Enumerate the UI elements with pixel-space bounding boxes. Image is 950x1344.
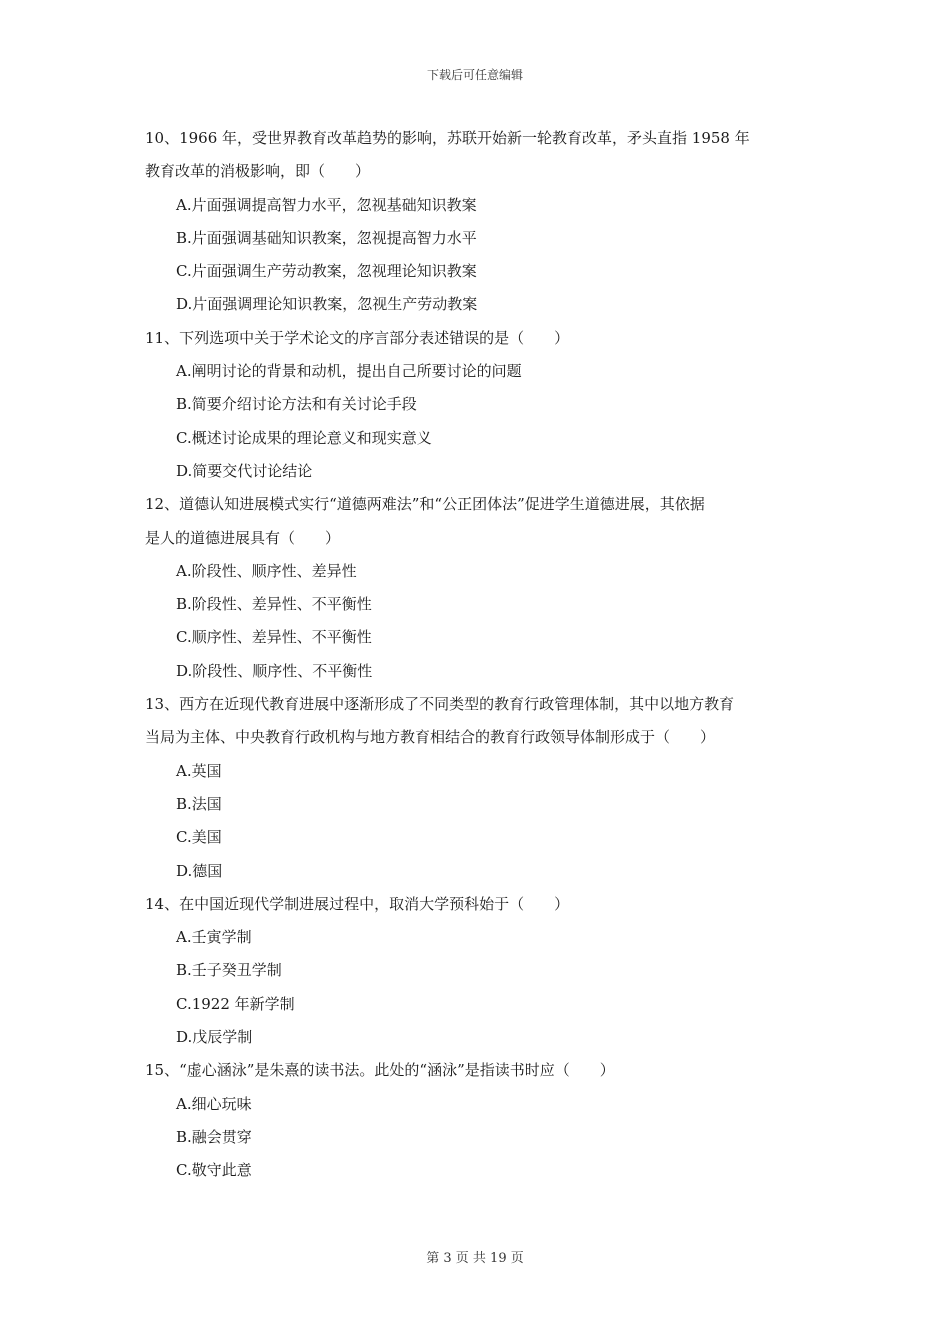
question-stem: 12、道德认知进展模式实行“道德两难法”和“公正团体法”促进学生道德进展，其依据 <box>145 495 705 514</box>
answer-option: D.片面强调理论知识教案，忽视生产劳动教案 <box>176 295 478 314</box>
answer-option: A.细心玩味 <box>176 1094 252 1113</box>
answer-option: B.简要介绍讨论方法和有关讨论手段 <box>176 395 417 414</box>
question-block <box>145 688 810 888</box>
page-header: 下载后可任意编辑 <box>426 68 523 82</box>
answer-option: B.阶段性、差异性、不平衡性 <box>176 595 372 614</box>
answer-option: A.英国 <box>176 761 222 780</box>
answer-option: D.简要交代讨论结论 <box>176 461 313 480</box>
question-stem: 14、在中国近现代学制进展过程中，取消大学预科始于（ ） <box>145 894 570 913</box>
answer-option: A.片面强调提高智力水平，忽视基础知识教案 <box>176 195 477 214</box>
answer-option: B.法国 <box>176 794 222 813</box>
answer-option: C.片面强调生产劳动教案，忽视理论知识教案 <box>176 262 477 281</box>
answer-option: A.壬寅学制 <box>176 928 252 947</box>
question-stem: 教育改革的消极影响，即（ ） <box>145 162 371 181</box>
question-block <box>145 1054 810 1187</box>
question-block <box>145 488 810 688</box>
question-stem: 当局为主体、中央教育行政机构与地方教育相结合的教育行政领导体制形成于（ ） <box>145 728 716 747</box>
question-list <box>145 122 810 1188</box>
answer-option: B.片面强调基础知识教案，忽视提高智力水平 <box>176 228 477 247</box>
question-stem: 15、“虚心涵泳”是朱熹的读书法。此处的“涵泳”是指读书时应（ ） <box>145 1061 615 1080</box>
answer-option: D.德国 <box>176 861 223 880</box>
answer-option: B.壬子癸丑学制 <box>176 961 282 980</box>
question-stem: 11、下列选项中关于学术论文的序言部分表述错误的是（ ） <box>145 328 570 347</box>
answer-option: C.概述讨论成果的理论意义和现实意义 <box>176 428 432 447</box>
answer-option: C.1922 年新学制 <box>176 994 295 1013</box>
answer-option: C.美国 <box>176 828 222 847</box>
answer-option: B.融会贯穿 <box>176 1127 252 1146</box>
question-stem: 是人的道德进展具有（ ） <box>145 528 341 547</box>
question-stem: 13、西方在近现代教育进展中逐渐形成了不同类型的教育行政管理体制，其中以地方教育 <box>145 695 735 714</box>
answer-option: D.阶段性、顺序性、不平衡性 <box>176 661 373 680</box>
answer-option: D.戊辰学制 <box>176 1028 253 1047</box>
question-block <box>145 888 810 1054</box>
answer-option: A.阐明讨论的背景和动机，提出自己所要讨论的问题 <box>176 362 522 381</box>
question-block <box>145 322 810 488</box>
page-footer: 第 3 页 共 19 页 <box>426 1251 524 1266</box>
answer-option: A.阶段性、顺序性、差异性 <box>176 561 357 580</box>
question-block <box>145 122 810 322</box>
answer-option: C.敬守此意 <box>176 1161 252 1180</box>
question-stem: 10、1966 年，受世界教育改革趋势的影响，苏联开始新一轮教育改革，矛头直指 1958 年 <box>145 129 750 147</box>
answer-option: C.顺序性、差异性、不平衡性 <box>176 628 372 647</box>
